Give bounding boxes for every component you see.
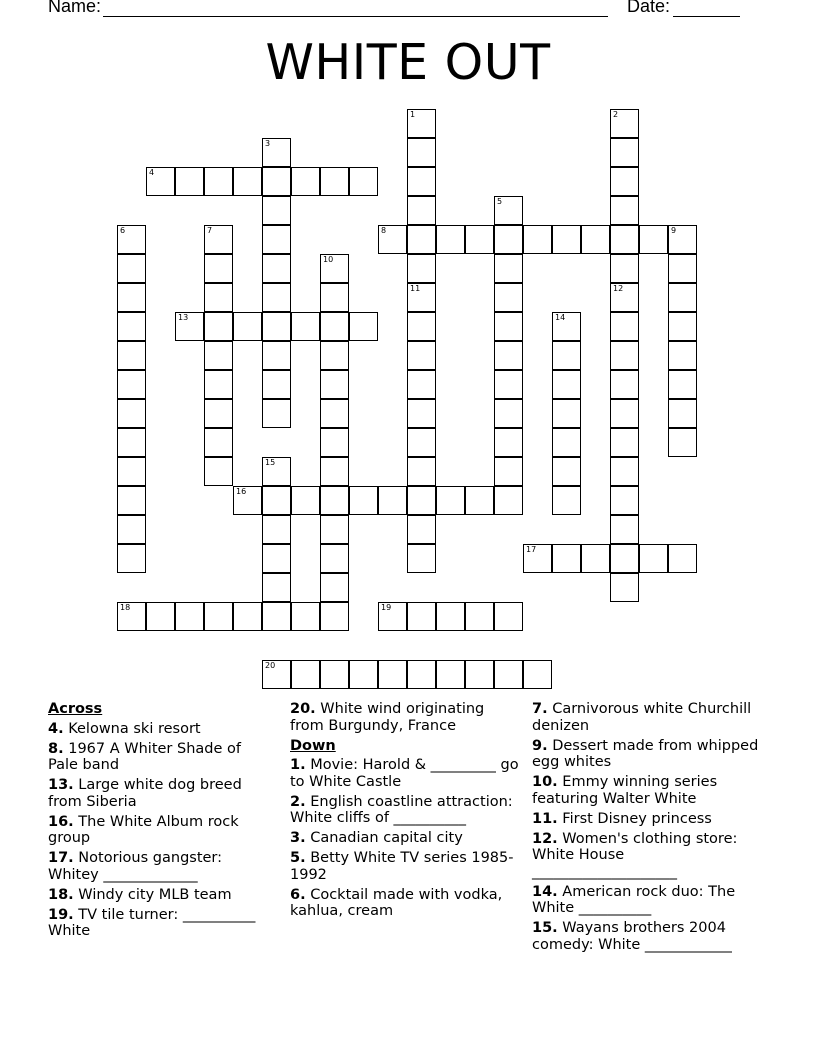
clue-number-label: 19 — [381, 603, 392, 612]
grid-cell[interactable] — [407, 602, 436, 631]
grid-cell[interactable] — [494, 370, 523, 399]
grid-cell[interactable] — [494, 660, 523, 689]
clue-number-label: 3 — [265, 139, 271, 148]
grid-cell[interactable] — [117, 515, 146, 544]
grid-cell[interactable] — [494, 457, 523, 486]
grid-cell[interactable] — [117, 457, 146, 486]
across-heading: Across — [48, 701, 103, 717]
grid-cell[interactable] — [204, 167, 233, 196]
clue-number-label: 13 — [178, 313, 189, 322]
grid-cell[interactable] — [668, 428, 697, 457]
grid-cell[interactable] — [494, 486, 523, 515]
clue-number-label: 8 — [381, 226, 387, 235]
grid-cell[interactable] — [610, 370, 639, 399]
grid-cell[interactable] — [552, 370, 581, 399]
grid-cell[interactable] — [668, 370, 697, 399]
grid-cell[interactable] — [262, 312, 291, 341]
clue-across-4: 4. Kelowna ski resort — [48, 720, 201, 737]
grid-cell[interactable] — [523, 544, 552, 573]
clue-number-label: 15 — [265, 458, 276, 467]
grid-cell[interactable] — [552, 312, 581, 341]
grid-cell[interactable] — [610, 109, 639, 138]
clue-across-8: 8. 1967 A Whiter Shade of Pale band — [48, 740, 241, 773]
clue-across-16: 16. The White Album rock group — [48, 813, 239, 846]
grid-cell[interactable] — [204, 399, 233, 428]
grid-cell[interactable] — [204, 341, 233, 370]
grid-cell[interactable] — [494, 283, 523, 312]
grid-cell[interactable] — [349, 660, 378, 689]
clue-number-label: 5 — [497, 197, 503, 206]
grid-cell[interactable] — [465, 660, 494, 689]
grid-cell[interactable] — [262, 486, 291, 515]
grid-cell[interactable] — [407, 283, 436, 312]
grid-cell[interactable] — [320, 254, 349, 283]
grid-cell[interactable] — [407, 109, 436, 138]
grid-cell[interactable] — [407, 515, 436, 544]
grid-cell[interactable] — [668, 283, 697, 312]
grid-cell[interactable] — [581, 225, 610, 254]
clue-number-label: 16 — [236, 487, 247, 496]
grid-cell[interactable] — [320, 486, 349, 515]
grid-cell[interactable] — [639, 544, 668, 573]
grid-cell[interactable] — [349, 486, 378, 515]
grid-cell[interactable] — [320, 428, 349, 457]
grid-cell[interactable] — [117, 428, 146, 457]
clue-number-label: 2 — [613, 110, 619, 119]
grid-cell[interactable] — [610, 457, 639, 486]
grid-cell[interactable] — [610, 515, 639, 544]
grid-cell[interactable] — [378, 486, 407, 515]
grid-cell[interactable] — [436, 486, 465, 515]
grid-cell[interactable] — [407, 167, 436, 196]
grid-cell[interactable] — [639, 225, 668, 254]
grid-cell[interactable] — [262, 225, 291, 254]
grid-cell[interactable] — [668, 544, 697, 573]
grid-cell[interactable] — [407, 399, 436, 428]
grid-cell[interactable] — [204, 254, 233, 283]
clue-down-6: 6. Cocktail made with vodka, kahlua, cream — [290, 886, 503, 919]
grid-cell[interactable] — [668, 399, 697, 428]
grid-cell[interactable] — [407, 225, 436, 254]
clues-column-3 — [532, 701, 762, 957]
grid-cell[interactable] — [204, 457, 233, 486]
grid-cell[interactable] — [668, 225, 697, 254]
grid-cell[interactable] — [262, 138, 291, 167]
grid-cell[interactable] — [581, 544, 610, 573]
name-line — [103, 16, 608, 17]
grid-cell[interactable] — [610, 399, 639, 428]
clue-number-label: 7 — [207, 226, 213, 235]
grid-cell[interactable] — [610, 254, 639, 283]
grid-cell[interactable] — [494, 225, 523, 254]
grid-cell[interactable] — [552, 457, 581, 486]
grid-cell[interactable] — [320, 283, 349, 312]
grid-cell[interactable] — [262, 457, 291, 486]
grid-cell[interactable] — [552, 225, 581, 254]
clue-across-13: 13. Large white dog breed from Siberia — [48, 777, 242, 810]
grid-cell[interactable] — [320, 167, 349, 196]
grid-cell[interactable] — [407, 486, 436, 515]
grid-cell[interactable] — [320, 370, 349, 399]
grid-cell[interactable] — [552, 428, 581, 457]
clue-number-label: 9 — [671, 226, 677, 235]
grid-cell[interactable] — [175, 167, 204, 196]
clue-down-14: 14. American rock duo: The White __________ — [532, 883, 736, 916]
puzzle-title: WHITE OUT — [265, 34, 551, 91]
grid-cell[interactable] — [494, 428, 523, 457]
grid-cell[interactable] — [233, 486, 262, 515]
grid-cell[interactable] — [320, 312, 349, 341]
grid-cell[interactable] — [320, 399, 349, 428]
grid-cell[interactable] — [117, 370, 146, 399]
grid-cell[interactable] — [117, 602, 146, 631]
grid-cell[interactable] — [262, 196, 291, 225]
clue-number-label: 18 — [120, 603, 131, 612]
grid-cell[interactable] — [610, 573, 639, 602]
grid-cell[interactable] — [494, 312, 523, 341]
grid-cell[interactable] — [436, 660, 465, 689]
grid-cell[interactable] — [291, 602, 320, 631]
grid-cell[interactable] — [291, 167, 320, 196]
grid-cell[interactable] — [262, 370, 291, 399]
grid-cell[interactable] — [262, 573, 291, 602]
grid-cell[interactable] — [552, 341, 581, 370]
grid-cell[interactable] — [175, 312, 204, 341]
grid-cell[interactable] — [494, 341, 523, 370]
grid-cell[interactable] — [610, 196, 639, 225]
down-heading: Down — [290, 737, 336, 754]
grid-cell[interactable] — [494, 399, 523, 428]
grid-cell[interactable] — [378, 602, 407, 631]
clue-across-17: 17. Notorious gangster: Whitey _____________ — [48, 850, 223, 883]
grid-cell[interactable] — [146, 602, 175, 631]
clue-down-9: 9. Dessert made from whipped egg whites — [532, 737, 759, 770]
grid-cell[interactable] — [117, 399, 146, 428]
grid-cell[interactable] — [610, 225, 639, 254]
clue-number-label: 6 — [120, 226, 126, 235]
grid-cell[interactable] — [146, 167, 175, 196]
grid-cell[interactable] — [668, 312, 697, 341]
grid-cell[interactable] — [668, 254, 697, 283]
grid-cell[interactable] — [407, 254, 436, 283]
clue-across-18: 18. Windy city MLB team — [48, 886, 232, 903]
grid-cell[interactable] — [610, 544, 639, 573]
clue-down-2: 2. English coastline attraction: White cliffs of __________ — [290, 793, 513, 826]
grid-cell[interactable] — [117, 225, 146, 254]
grid-cell[interactable] — [610, 312, 639, 341]
grid-cell[interactable] — [523, 660, 552, 689]
grid-cell[interactable] — [320, 602, 349, 631]
name-label: Name: — [48, 0, 102, 16]
grid-cell[interactable] — [610, 138, 639, 167]
grid-cell[interactable] — [349, 167, 378, 196]
grid-cell[interactable] — [320, 544, 349, 573]
grid-cell[interactable] — [320, 341, 349, 370]
grid-cell[interactable] — [494, 254, 523, 283]
grid-cell[interactable] — [407, 341, 436, 370]
grid-cell[interactable] — [494, 196, 523, 225]
clue-number-label: 17 — [526, 545, 537, 554]
grid-cell[interactable] — [436, 225, 465, 254]
clue-number-label: 4 — [149, 168, 155, 177]
grid-cell[interactable] — [610, 341, 639, 370]
grid-cell[interactable] — [407, 312, 436, 341]
grid-cell[interactable] — [262, 602, 291, 631]
clues-column-2 — [290, 701, 520, 923]
grid-cell[interactable] — [262, 544, 291, 573]
grid-cell[interactable] — [552, 399, 581, 428]
grid-cell[interactable] — [262, 254, 291, 283]
grid-cell[interactable] — [117, 254, 146, 283]
grid-cell[interactable] — [291, 660, 320, 689]
grid-cell[interactable] — [204, 225, 233, 254]
clue-down-12: 12. Women's clothing store: White House ____________________ — [532, 830, 738, 880]
grid-cell[interactable] — [668, 341, 697, 370]
grid-cell[interactable] — [262, 399, 291, 428]
grid-cell[interactable] — [204, 428, 233, 457]
grid-cell[interactable] — [291, 312, 320, 341]
grid-cell[interactable] — [465, 602, 494, 631]
grid-cell[interactable] — [262, 515, 291, 544]
grid-cell[interactable] — [407, 544, 436, 573]
grid-cell[interactable] — [204, 312, 233, 341]
grid-cell[interactable] — [233, 167, 262, 196]
clue-down-1: 1. Movie: Harold & _________ go to White Castle — [290, 757, 519, 790]
grid-cell[interactable] — [523, 225, 552, 254]
grid-cell[interactable] — [610, 167, 639, 196]
grid-cell[interactable] — [291, 486, 320, 515]
grid-cell[interactable] — [610, 283, 639, 312]
grid-cell[interactable] — [117, 486, 146, 515]
clue-down-15: 15. Wayans brothers 2004 comedy: White ____________ — [532, 920, 732, 953]
clue-number-label: 20 — [265, 661, 276, 670]
clue-number-label: 12 — [613, 284, 624, 293]
clue-number-label: 1 — [410, 110, 416, 119]
grid-cell[interactable] — [378, 225, 407, 254]
grid-cell[interactable] — [465, 225, 494, 254]
grid-cell[interactable] — [117, 544, 146, 573]
grid-cell[interactable] — [320, 515, 349, 544]
date-label: Date: — [627, 0, 671, 16]
grid-cell[interactable] — [117, 312, 146, 341]
grid-cell[interactable] — [233, 312, 262, 341]
grid-cell[interactable] — [436, 602, 465, 631]
grid-cell[interactable] — [552, 544, 581, 573]
grid-cell[interactable] — [349, 312, 378, 341]
grid-cell[interactable] — [552, 486, 581, 515]
grid-cell[interactable] — [204, 602, 233, 631]
clue-number-label: 10 — [323, 255, 334, 264]
grid-cell[interactable] — [407, 457, 436, 486]
grid-cell[interactable] — [320, 660, 349, 689]
clue-down-11: 11. First Disney princess — [532, 810, 712, 827]
grid-cell[interactable] — [407, 370, 436, 399]
grid-cell[interactable] — [262, 341, 291, 370]
grid-cell[interactable] — [233, 602, 262, 631]
grid-cell[interactable] — [262, 283, 291, 312]
grid-cell[interactable] — [407, 138, 436, 167]
date-line — [673, 16, 740, 17]
grid-cell[interactable] — [407, 428, 436, 457]
grid-cell[interactable] — [175, 602, 204, 631]
grid-cell[interactable] — [262, 660, 291, 689]
grid-cell[interactable] — [465, 486, 494, 515]
clue-across-19: 19. TV tile turner: __________ White — [48, 906, 256, 939]
clue-across-20: 20. White wind originating from Burgundy, France — [290, 701, 485, 734]
grid-cell[interactable] — [494, 602, 523, 631]
clues-column-1 — [48, 701, 263, 943]
clue-down-10: 10. Emmy winning series featuring Walter White — [532, 774, 718, 807]
grid-cell[interactable] — [117, 283, 146, 312]
grid-cell[interactable] — [320, 573, 349, 602]
grid-cell[interactable] — [407, 660, 436, 689]
grid-cell[interactable] — [610, 486, 639, 515]
grid-cell[interactable] — [610, 428, 639, 457]
grid-cell[interactable] — [407, 196, 436, 225]
grid-cell[interactable] — [320, 457, 349, 486]
clue-number-label: 14 — [555, 313, 566, 322]
clue-down-3: 3. Canadian capital city — [290, 830, 463, 846]
clue-down-7: 7. Carnivorous white Churchill denizen — [532, 701, 752, 734]
clue-down-5: 5. Betty White TV series 1985-1992 — [290, 850, 514, 883]
grid-cell[interactable] — [204, 283, 233, 312]
grid-cell[interactable] — [262, 167, 291, 196]
grid-cell[interactable] — [204, 370, 233, 399]
clue-number-label: 11 — [410, 284, 421, 293]
grid-cell[interactable] — [378, 660, 407, 689]
grid-cell[interactable] — [117, 341, 146, 370]
